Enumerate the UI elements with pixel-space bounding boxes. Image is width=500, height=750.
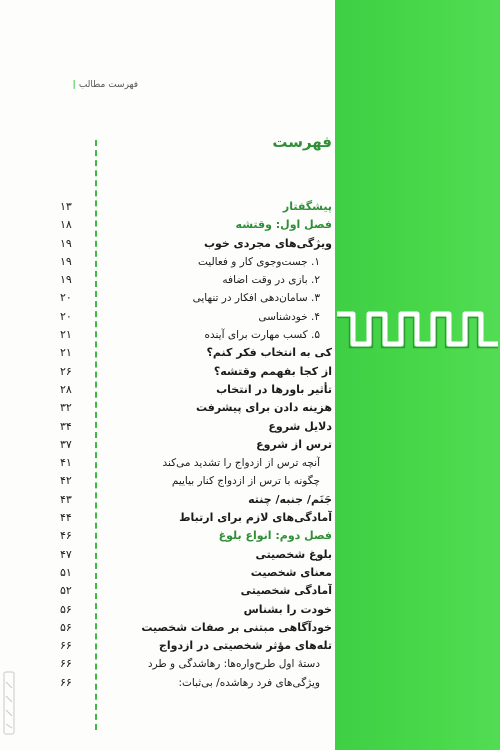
toc-entry-label: ۵. کسب مهارت برای آینده <box>204 329 320 342</box>
toc-entry-page-number: ۴۶ <box>60 529 72 543</box>
toc-entry-page-number: ۲۱ <box>60 346 72 360</box>
toc-entry-label: کی به انتخاب فکر کنم؟ <box>206 346 332 360</box>
toc-entry-label: ۱. جست‌وجوی کار و فعالیت <box>197 255 320 268</box>
toc-entry-page-number: ۴۱ <box>60 456 72 470</box>
toc-entry-label: خودت را بشناس <box>243 602 332 616</box>
toc-entry <box>60 198 332 216</box>
toc-entry-label: از کجا بفهمم وقتشه؟ <box>213 364 332 378</box>
toc-entry-page-number: ۲۸ <box>60 382 72 396</box>
running-head <box>58 80 138 90</box>
toc-entry-label: ویژگی‌های فرد رهاشده/ بی‌ثبات: <box>178 676 320 689</box>
toc-entry-label: چگونه با ترس از ازدواج کنار بیاییم <box>171 475 320 488</box>
toc-entry-page-number: ۶۶ <box>60 639 72 653</box>
toc-entry-page-number: ۳۴ <box>60 419 72 433</box>
toc-entry-page-number: ۵۲ <box>60 584 72 598</box>
toc-entry-label: ترس از شروع <box>256 437 332 451</box>
toc-entry-page-number: ۱۹ <box>60 236 72 250</box>
toc-entry <box>60 271 332 289</box>
toc-entry <box>60 253 332 271</box>
toc-entry-page-number: ۵۶ <box>60 620 72 634</box>
toc-title: فهرست <box>272 133 332 151</box>
toc-entry-page-number: ۲۰ <box>60 291 72 305</box>
toc-entry-page-number: ۴۲ <box>60 474 72 488</box>
toc-entry <box>60 564 332 582</box>
running-head-marker: | <box>72 80 76 90</box>
toc-entry <box>60 674 332 692</box>
toc-entry-label: پیشگفتار <box>282 200 332 213</box>
toc-entry-page-number: ۲۶ <box>60 364 72 378</box>
toc-entry-label: تله‌های مؤثر شخصیتی در ازدواج <box>158 639 332 653</box>
toc-entry <box>60 289 332 307</box>
toc-entry <box>60 601 332 619</box>
chain-link-icon <box>335 306 500 352</box>
toc-entry-page-number: ۶۶ <box>60 657 72 671</box>
toc-entry-page-number: ۴۷ <box>60 547 72 561</box>
toc-list <box>60 198 332 692</box>
toc-entry-label: آمادگی شخصیتی <box>240 584 332 598</box>
toc-entry-page-number: ۲۱ <box>60 328 72 342</box>
toc-entry <box>60 619 332 637</box>
toc-entry-label: جَنَم/ جنبه/ چنته <box>248 492 332 506</box>
running-head-text: فهرست مطالب <box>78 80 138 90</box>
toc-entry <box>60 454 332 472</box>
toc-entry-label: تأثیر باورها در انتخاب <box>216 382 332 396</box>
chain-link-ornament <box>335 306 500 352</box>
publisher-logo <box>2 668 16 738</box>
toc-entry <box>60 472 332 490</box>
toc-entry-label: دستهٔ اول طرح‌واره‌ها: رهاشدگی و طرد <box>147 658 320 671</box>
toc-entry <box>60 344 332 362</box>
toc-entry-label: آنچه ترس از ازدواج را تشدید می‌کند <box>162 457 320 470</box>
toc-entry-label: ۳. سامان‌دهی افکار در تنهایی <box>192 292 320 305</box>
toc-entry-page-number: ۱۸ <box>60 218 72 232</box>
toc-entry <box>60 216 332 234</box>
toc-entry <box>60 637 332 655</box>
toc-entry-page-number: ۳۷ <box>60 437 72 451</box>
toc-entry <box>60 436 332 454</box>
toc-entry-label: دلایل شروع <box>268 419 332 433</box>
toc-entry-page-number: ۴۳ <box>60 492 72 506</box>
toc-entry-page-number: ۵۱ <box>60 565 72 579</box>
toc-entry-label: ویژگی‌های مجردی خوب <box>203 236 332 250</box>
toc-entry <box>60 509 332 527</box>
toc-entry-page-number: ۲۰ <box>60 309 72 323</box>
toc-entry-label: ۴. خودشناسی <box>258 310 320 323</box>
green-side-band <box>335 0 500 750</box>
toc-entry-page-number: ۵۶ <box>60 602 72 616</box>
toc-entry <box>60 418 332 436</box>
toc-entry <box>60 308 332 326</box>
toc-entry <box>60 326 332 344</box>
toc-entry-label: معنای شخصیت <box>250 565 332 579</box>
toc-entry <box>60 527 332 545</box>
toc-entry <box>60 582 332 600</box>
toc-entry-page-number: ۱۹ <box>60 273 72 287</box>
toc-entry <box>60 381 332 399</box>
toc-entry <box>60 235 332 253</box>
toc-entry <box>60 655 332 673</box>
toc-entry-label: فصل اول: وقتشه <box>235 218 332 232</box>
toc-entry-label: خودآگاهی مبتنی بر صفات شخصیت <box>141 620 332 634</box>
toc-entry <box>60 491 332 509</box>
toc-entry <box>60 399 332 417</box>
toc-entry <box>60 546 332 564</box>
toc-entry-label: ۲. بازی در وقت اضافه <box>222 274 320 287</box>
toc-entry-label: بلوغ شخصیتی <box>255 547 332 561</box>
toc-entry-page-number: ۴۴ <box>60 511 72 525</box>
toc-entry-page-number: ۳۲ <box>60 401 72 415</box>
toc-entry-label: فصل دوم: انواع بلوغ <box>218 529 332 543</box>
toc-entry <box>60 363 332 381</box>
toc-entry-page-number: ۱۳ <box>60 200 72 213</box>
toc-entry-label: هزینه دادن برای پیشرفت <box>195 401 332 415</box>
toc-entry-label: آمادگی‌های لازم برای ارتباط <box>179 511 332 525</box>
toc-entry-page-number: ۶۶ <box>60 675 72 689</box>
toc-entry-page-number: ۱۹ <box>60 254 72 268</box>
